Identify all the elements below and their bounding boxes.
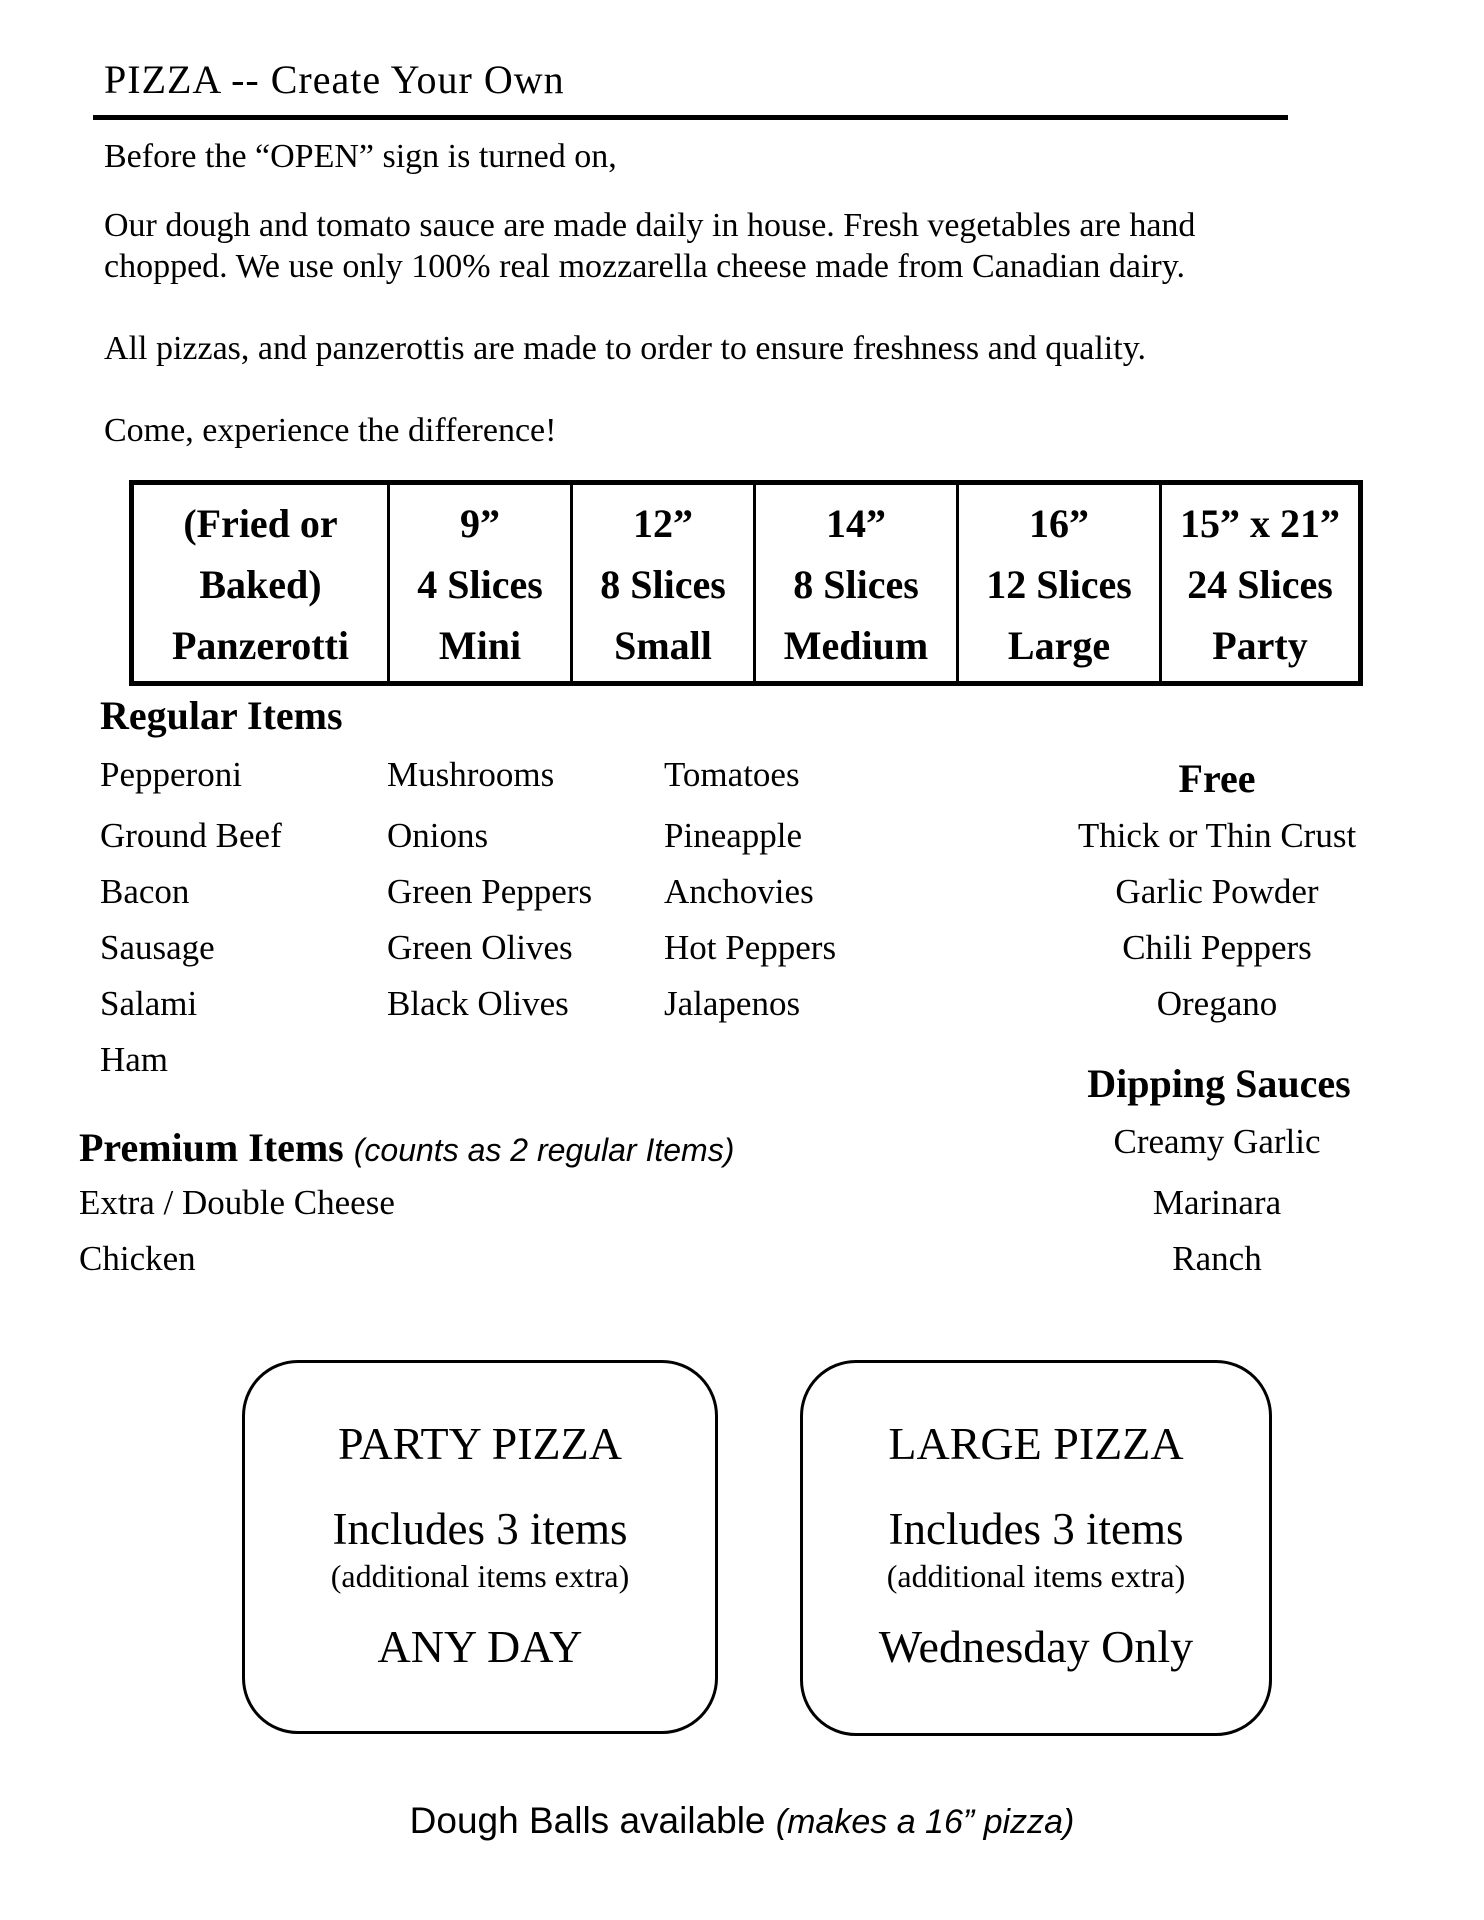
- dipping-sauce-item: Ranch: [1172, 1239, 1262, 1278]
- promo-title: PARTY PIZZA: [338, 1418, 622, 1469]
- regular-item: Sausage: [100, 928, 215, 967]
- size-cell-medium: [756, 485, 959, 681]
- promo-title: LARGE PIZZA: [888, 1418, 1184, 1469]
- regular-item: Salami: [100, 984, 198, 1023]
- size-cell-line: Medium: [783, 623, 929, 669]
- premium-item: Chicken: [79, 1239, 196, 1278]
- free-heading: Free: [1178, 756, 1256, 801]
- regular-item: Anchovies: [664, 872, 814, 911]
- intro-paragraph: All pizzas, and panzerottis are made to order to ensure freshness and quality.: [104, 330, 1146, 367]
- dipping-sauce-item: Creamy Garlic: [1113, 1122, 1321, 1161]
- size-cell-mini: [390, 485, 573, 681]
- premium-items-heading: [79, 1124, 734, 1171]
- large-pizza-promo-box: [800, 1360, 1272, 1736]
- regular-item: Hot Peppers: [664, 928, 837, 967]
- dipping-sauce-item: Marinara: [1152, 1183, 1282, 1222]
- page-title: PIZZA -- Create Your Own: [104, 57, 565, 102]
- promo-includes: Includes 3 items: [332, 1504, 628, 1554]
- free-item: Thick or Thin Crust: [1077, 816, 1357, 855]
- size-cell-line: Large: [1007, 623, 1111, 669]
- footer-note: (makes a 16” pizza): [775, 1803, 1075, 1841]
- regular-items-heading: Regular Items: [100, 693, 343, 738]
- promo-availability: ANY DAY: [377, 1621, 583, 1672]
- size-cell-line: Baked): [199, 561, 322, 607]
- party-pizza-promo-box: [242, 1360, 718, 1734]
- title-underline: [93, 115, 1288, 120]
- premium-item: Extra / Double Cheese: [79, 1183, 395, 1222]
- intro-paragraph-line: chopped. We use only 100% real mozzarella cheese made from Canadian dairy.: [104, 248, 1186, 285]
- regular-item: Pineapple: [664, 816, 803, 855]
- size-cell-line: 8 Slices: [793, 561, 919, 607]
- regular-item: Ground Beef: [100, 816, 282, 855]
- size-cell-line: 9”: [460, 500, 500, 546]
- size-cell-line: Panzerotti: [172, 623, 349, 669]
- premium-items-note: (counts as 2 regular Items): [353, 1132, 735, 1168]
- regular-item: Pepperoni: [100, 755, 242, 794]
- intro-paragraph: Come, experience the difference!: [104, 412, 557, 449]
- intro-paragraph-line: Our dough and tomato sauce are made daily in house. Fresh vegetables are hand: [104, 207, 1196, 244]
- size-cell-line: 8 Slices: [600, 561, 726, 607]
- promo-includes: Includes 3 items: [888, 1504, 1184, 1554]
- size-cell-line: Mini: [438, 623, 522, 669]
- promo-note: (additional items extra): [330, 1558, 630, 1594]
- free-item: Oregano: [1156, 984, 1278, 1023]
- regular-item: Black Olives: [387, 984, 569, 1023]
- regular-item: Onions: [387, 816, 489, 855]
- regular-item: Green Olives: [387, 928, 573, 967]
- regular-item: Green Peppers: [387, 872, 593, 911]
- regular-item: Tomatoes: [664, 755, 800, 794]
- premium-items-title: Premium Items: [79, 1125, 344, 1170]
- intro-line: Before the “OPEN” sign is turned on,: [104, 138, 617, 175]
- size-cell-line: 24 Slices: [1187, 561, 1333, 607]
- footer-text: Dough Balls available: [409, 1800, 766, 1841]
- dipping-sauces-heading: Dipping Sauces: [1087, 1061, 1351, 1106]
- dough-balls-note: [0, 1800, 1484, 1842]
- size-cell-line: (Fried or: [183, 500, 338, 546]
- size-cell-line: 15” x 21”: [1180, 500, 1340, 546]
- free-item: Garlic Powder: [1115, 872, 1319, 911]
- size-cell-panzerotti: [134, 485, 390, 681]
- promo-note: (additional items extra): [886, 1558, 1186, 1594]
- size-cell-party: [1162, 485, 1358, 681]
- size-cell-line: Party: [1212, 623, 1308, 669]
- size-cell-line: Small: [614, 623, 712, 669]
- size-cell-large: [959, 485, 1162, 681]
- size-cell-line: 14”: [826, 500, 886, 546]
- regular-item: Jalapenos: [664, 984, 801, 1023]
- regular-item: Ham: [100, 1040, 169, 1079]
- free-item: Chili Peppers: [1122, 928, 1312, 967]
- size-cell-line: 4 Slices: [417, 561, 543, 607]
- size-table: [129, 480, 1363, 686]
- size-cell-line: 12 Slices: [986, 561, 1132, 607]
- size-cell-small: [573, 485, 756, 681]
- promo-availability: Wednesday Only: [878, 1621, 1194, 1672]
- regular-item: Mushrooms: [387, 755, 555, 794]
- size-cell-line: 16”: [1029, 500, 1089, 546]
- regular-item: Bacon: [100, 872, 190, 911]
- size-cell-line: 12”: [633, 500, 693, 546]
